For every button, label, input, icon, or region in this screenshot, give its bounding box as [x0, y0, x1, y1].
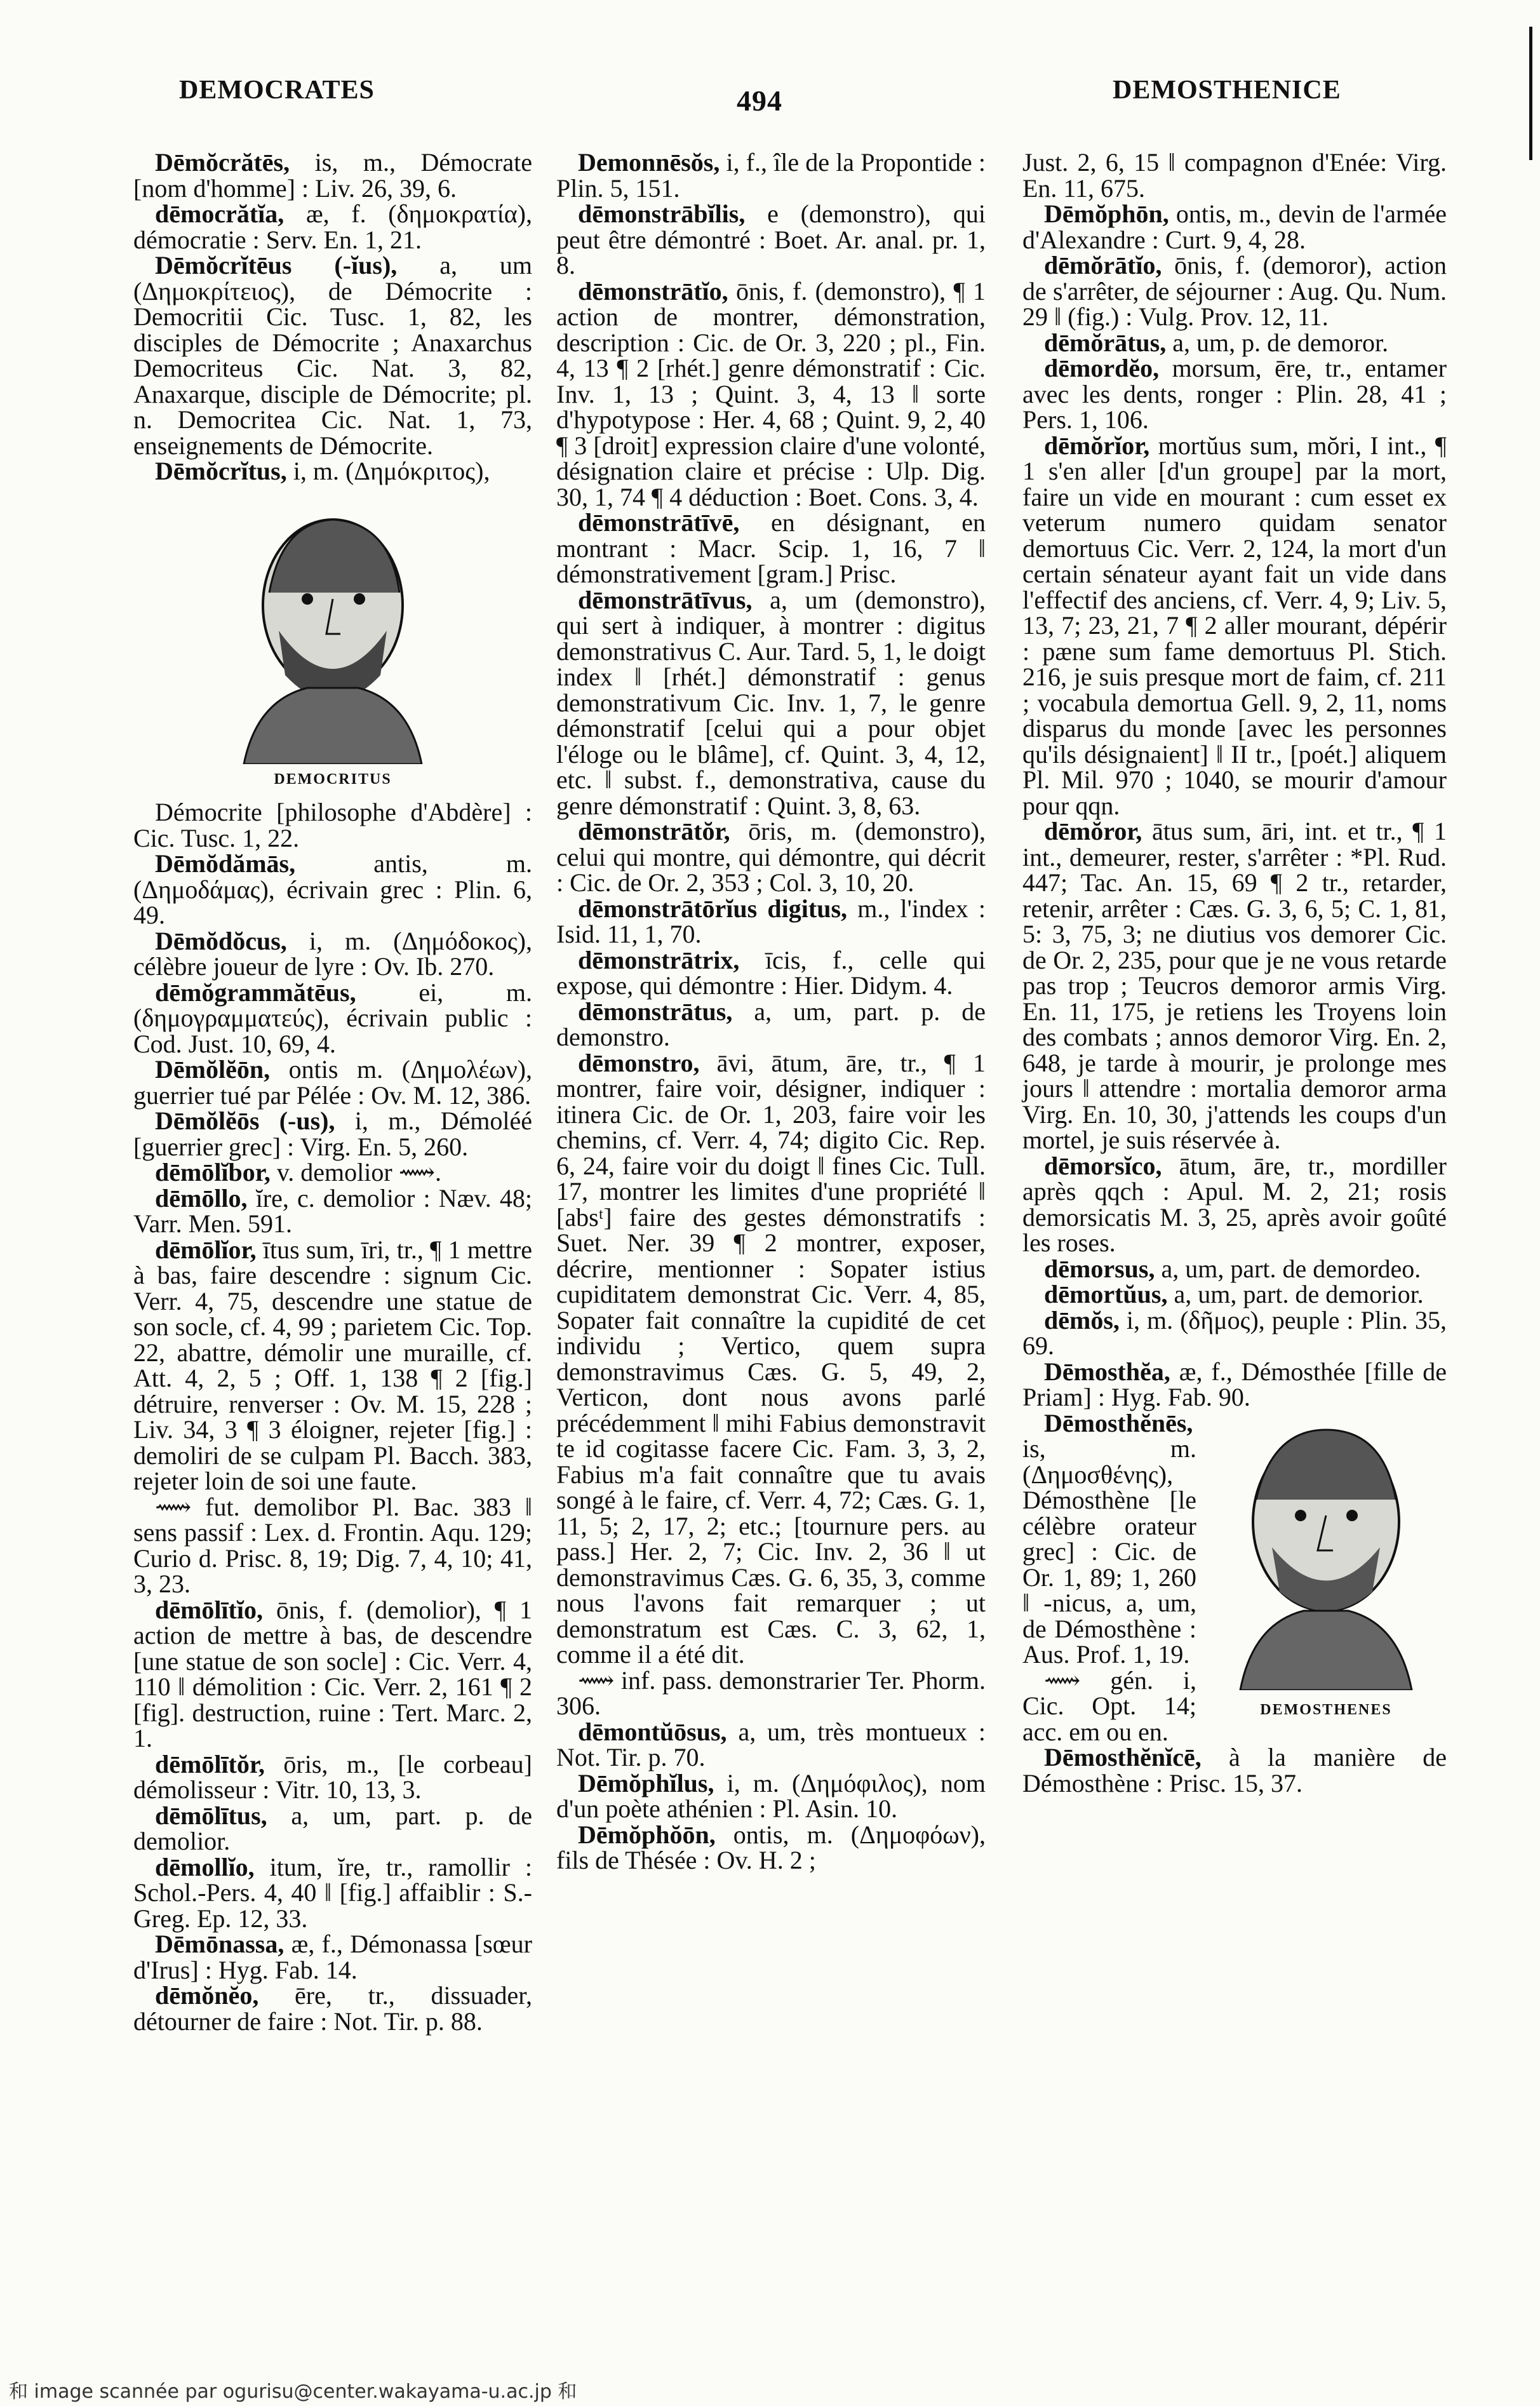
dictionary-entry — [1022, 819, 1447, 1153]
entry-headword: dēmŏrātĭo, — [1044, 251, 1162, 279]
bust-illustration — [1209, 1411, 1443, 1690]
dictionary-entry — [133, 980, 532, 1058]
dictionary-entry — [556, 510, 986, 588]
dictionary-entry — [1022, 330, 1447, 356]
dictionary-entry — [133, 1983, 532, 2034]
dictionary-entry — [133, 253, 532, 459]
entry-definition: morsum, ēre, tr., entamer avec les dents, ronger : Plin. 28, 41 ; Pers. 1, 106. — [1022, 354, 1447, 434]
entry-definition: itum, ĭre, tr., ramollir : Schol.-Pers. 4, 40 ‖ [fig.] affaiblir : S.-Greg. Ep. 12, 33. — [133, 1852, 532, 1933]
entry-headword: dēmortŭus, — [1044, 1280, 1168, 1308]
dictionary-entry — [556, 276, 986, 511]
entry-headword: Dēmŏphŏōn, — [578, 1820, 716, 1849]
bust-illustration — [218, 497, 447, 764]
entry-headword: Dēmŏcrĭtus, — [155, 457, 287, 485]
entry-definition: æ, f., Démonassa [sœur d'Irus] : Hyg. Fab. 14. — [133, 1930, 532, 1984]
dictionary-entry — [133, 926, 532, 981]
running-head-right: DEMOSTHENICE — [1113, 76, 1341, 105]
entry-headword: dēmŏrĭor, — [1044, 431, 1150, 460]
entry-definition: āvi, ātum, āre, tr., ¶ 1 montrer, faire voir, désigner, indiquer : itinera Cic. de Or. 1, 203, faire voir les chemins, cf. Verr. 4, 74; digito Cic. Rep. 6, 24, faire voir du doigt ‖ fines Cic. Tull. 17, montrer les limites d'une propriété ‖ [absᵗ] faire des gestes démonstratifs : Suet. Ner. 39 ¶ 2 montrer, exposer, décrire, mentionner : Sopater istius cupiditatem demonstrat Cic. Verr. 4, 85, Sopater fait connaître la cupidité de cet individu ; Vertico, quem supra demonstravimus Cæs. G. 5, 49, 2, Verticon, dont nous avons parlé précédemment ‖ mihi Fabius demonstravit te id cogitasse facere Cic. Fam. 3, 3, 2, Fabius m'a fait connaître que tu avais songé à le faire, cf. Verr. 4, 72; Cæs. G. 1, 11, 5; 2, 17, 2; etc.; [tournure pers. au pass.] Her. 2, 7; Cic. Inv. 2, 36 ‖ ut demonstravimus Cæs. G. 6, 35, 3, comme nous l'avons fait remarquer ; ut demonstratum est Cæs. C. 3, 62, 1, comme il a été dit. — [556, 1048, 986, 1669]
column-middle — [556, 150, 986, 1874]
entry-definition: a, um, part. p. de demonstro. — [556, 997, 986, 1051]
entry-headword: Dēmosthĕnēs, — [1044, 1408, 1193, 1437]
dictionary-entry — [1022, 1282, 1447, 1308]
entry-definition: a, um (demonstro), qui sert à indiquer, à montrer : digitus demonstrativus C. Aur. Tard. 5, 1, le doigt index ‖ [rhét.] démonstratif : genus demonstrativum Cic. Inv. 1, 7, le genre démonstratif [celui qui a pour objet l'éloge ou le blâme], cf. Quint. 3, 4, 12, etc. ‖ subst. f., demonstrativa, cause du genre démonstratif : Quint. 3, 8, 63. — [556, 585, 986, 820]
entry-definition: en désignant, en montrant : Macr. Scip. 1, 16, 7 ‖ démonstrativement [gram.] Prisc. — [556, 508, 986, 588]
entry-definition: ⟿ fut. demolibor Pl. Bac. 383 ‖ sens passif : Lex. d. Frontin. Aqu. 129; Curio d. Prisc. 8, 19; Dig. 7, 4, 10; 41, 3, 23. — [133, 1492, 532, 1598]
dictionary-entry — [1022, 433, 1447, 819]
entry-definition: i, m. (Δημόφιλος), nom d'un poète athénien : Pl. Asin. 10. — [556, 1768, 986, 1823]
entry-definition: i, m. (Δημόδοκος), célèbre joueur de lyre : Ov. Ib. 270. — [133, 926, 532, 981]
entry-definition: antis, m. (Δημοδάμας), écrivain grec : Plin. 6, 49. — [133, 849, 532, 929]
entry-definition: i, m. (Δημόκριτος), — [286, 457, 490, 485]
entry-headword: Dēmŏphĭlus, — [578, 1768, 714, 1798]
dictionary-entry — [556, 819, 986, 896]
dictionary-entry — [133, 1108, 532, 1160]
page-number: 494 — [737, 84, 782, 117]
entry-headword: dēmŏror, — [1044, 817, 1142, 845]
dictionary-entry — [133, 1183, 532, 1238]
entry-definition: Just. 2, 6, 15 ‖ compagnon d'Enée: Virg. En. 11, 675. — [1022, 148, 1447, 203]
entry-definition: is, m., Démocrate [nom d'homme] : Liv. 26, 39, 6. — [133, 148, 532, 203]
entry-definition: ontis m. (Δημολέων), guerrier tué par Pélée : Ov. M. 12, 386. — [133, 1055, 532, 1110]
dictionary-entry — [1022, 1305, 1447, 1360]
entry-definition: ōnis, f. (demonstro), ¶ 1 action de montrer, démonstration, description : Cic. de Or. 3, 220 ; pl., Fin. 4, 13 ¶ 2 [rhét.] genre démonstratif : Cic. Inv. 1, 13 ; Quint. 3, 4, 13 ‖ sorte d'hypotypose : Her. 4, 68 ; Quint. 9, 2, 40 ¶ 3 [droit] expression claire d'une volonté, désignation claire et précise : Ulp. Dig. 30, 1, 74 ¶ 4 déduction : Boet. Cons. 3, 4. — [556, 276, 986, 511]
entry-definition: a, um, p. de demoror. — [1166, 328, 1389, 357]
dictionary-entry — [133, 201, 532, 253]
dictionary-entry — [133, 459, 532, 485]
margin-rule — [1529, 27, 1532, 160]
dictionary-entry — [1022, 1359, 1447, 1411]
dictionary-entry — [133, 1597, 532, 1752]
entry-headword: dēmŏgrammătēus, — [155, 978, 356, 1007]
entry-definition: ātum, āre, tr., mordiller après qqch : Apul. M. 2, 21; rosis demorsicatis M. 3, 25, après avoir goûté les roses. — [1022, 1151, 1447, 1257]
entry-definition: v. demolior ⟿. — [270, 1158, 442, 1186]
entry-definition: ītus sum, īri, tr., ¶ 1 mettre à bas, faire descendre : signum Cic. Verr. 4, 75, descendre une statue de son socle, cf. 4, 99 ; parietem Cic. Top. 22, abattre, démolir une muraille, cf. Att. 4, 2, 5 ; Off. 1, 138 ¶ 2 [fig.] détruire, renverser : Ov. M. 15, 228 ; Liv. 34, 3 ¶ 3 éloigner, rejeter [fig.] : demoliri de se culpam Pl. Bacch. 383, rejeter loin de soi une faute. — [133, 1235, 532, 1495]
entry-definition: a, um, part. de demordeo. — [1155, 1254, 1421, 1283]
entry-headword: Dēmŏlĕōn, — [155, 1055, 271, 1084]
entry-headword: dēmōlĭor, — [155, 1235, 257, 1264]
entry-headword: Dēmŏcrătēs, — [155, 148, 290, 177]
scan-credit: 和 image scannée par ogurisu@center.wakayama-u.ac.jp 和 — [9, 2381, 577, 2403]
entry-headword: dēmŏs, — [1044, 1305, 1120, 1334]
entry-headword: dēmonstrātus, — [578, 997, 733, 1026]
dictionary-entry — [1022, 253, 1447, 330]
dictionary-entry — [1022, 1745, 1447, 1796]
entry-definition: m., l'index : Isid. 11, 1, 70. — [556, 894, 986, 948]
entry-definition: īcis, f., celle qui expose, qui démontre : Hier. Didym. 4. — [556, 945, 986, 1000]
entry-headword: Dēmŏdămās, — [155, 849, 296, 878]
entry-definition: Démocrite [philosophe d'Abdère] : Cic. Tusc. 1, 22. — [133, 798, 532, 852]
entry-headword: dēmonstrātīvē, — [578, 508, 740, 537]
column-right — [1022, 150, 1447, 1796]
dictionary-entry — [133, 1749, 532, 1804]
entry-definition: mortŭus sum, mŏri, I int., ¶ 1 s'en aller [d'un groupe] par la mort, faire un vide en mourant : cum esset ex veterum numero quidam senator demortuus Cic. Verr. 2, 124, la mort d'un certain sénateur ayant fait un vide dans l'effectif des anciens, cf. Verr. 4, 9; Liv. 5, 13, 7; 23, 21, 7 ¶ 2 aller mourant, dépérir : pæne sum fame demortuus Pl. Stich. 216, je suis presque mort de faim, cf. 211 ; vocabula demortua Gell. 9, 2, 11, noms disparus du monde [avec les personnes qu'ils désignaient] ‖ II tr., [poét.] aliquem Pl. Mil. 970 ; 1040, se mourir d'amour pour qqn. — [1022, 431, 1447, 820]
figure-caption: DEMOCRITUS — [274, 770, 392, 788]
figure-caption: DEMOSTHENES — [1260, 1702, 1392, 1718]
dictionary-entry — [133, 800, 532, 851]
column-left — [133, 150, 532, 2034]
dictionary-entry — [133, 1160, 532, 1186]
entry-definition: ⟿ inf. pass. demonstrarier Ter. Phorm. 306. — [556, 1665, 986, 1720]
entry-headword: dēmonstrātīvus, — [578, 585, 753, 614]
entry-headword: Dēmŏlĕōs (-us), — [155, 1106, 335, 1135]
dictionary-entry — [133, 1803, 532, 1855]
entry-definition: ōnis, f. (demoror), action de s'arrêter, de séjourner : Aug. Qu. Num. 29 ‖ (fig.) : Vulg. Prov. 12, 11. — [1022, 251, 1447, 331]
entry-headword: dēmōllo, — [155, 1183, 248, 1213]
entry-definition: a, um, part. de demorior. — [1167, 1280, 1424, 1308]
dictionary-entry — [556, 1768, 986, 1823]
entry-headword: dēmōlītŏr, — [155, 1749, 265, 1778]
demosthenes-portrait — [1205, 1411, 1447, 1723]
entry-headword: dēmonstrātōrĭus digitus, — [578, 894, 848, 923]
entry-definition: à la manière de Démosthène : Prisc. 15, 37. — [1022, 1743, 1447, 1798]
dictionary-entry — [1022, 356, 1447, 433]
entry-definition: i, f., île de la Propontide : Plin. 5, 151. — [556, 148, 986, 203]
entry-headword: dēmollĭo, — [155, 1852, 255, 1881]
entry-headword: dēmōlītus, — [155, 1801, 267, 1830]
entry-definition: i, m. (δῆμος), peuple : Plin. 35, 69. — [1022, 1305, 1447, 1360]
running-head-left: DEMOCRATES — [179, 76, 375, 105]
entry-definition: ōnis, f. (demolior), ¶ 1 action de mettre à bas, de descendre [une statue de son socle] : Cic. Verr. 4, 110 ‖ démolition : Cic. Verr. 2, 161 ¶ 2 [fig]. destruction, ruine : Tert. Marc. 2, 1. — [133, 1595, 532, 1752]
entry-definition: ⟿ gén. i, Cic. Opt. 14; acc. em ou en. — [1022, 1665, 1196, 1746]
dictionary-entry — [556, 945, 986, 1000]
dictionary-entry — [1022, 1153, 1447, 1256]
entry-headword: dēmonstrābĭlis, — [578, 199, 746, 228]
entry-definition: a, um, très montueux : Not. Tir. p. 70. — [556, 1717, 986, 1771]
entry-definition: ĭre, c. demolior : Næv. 48; Varr. Men. 591. — [133, 1183, 532, 1238]
entry-headword: dēmonstrātrix, — [578, 945, 740, 974]
dictionary-entry — [1022, 150, 1447, 201]
entry-headword: dēmŏrātus, — [1044, 328, 1167, 357]
dictionary-entry — [133, 1932, 532, 1983]
dictionary-entry — [556, 1822, 986, 1874]
entry-headword: dēmontŭōsus, — [578, 1717, 727, 1746]
dictionary-entry — [556, 201, 986, 279]
dictionary-entry — [556, 585, 986, 820]
dictionary-entry — [133, 1237, 532, 1495]
dictionary-entry — [133, 1057, 532, 1108]
entry-definition: ei, m. (δημογραμματεύς), écrivain public : Cod. Just. 10, 69, 4. — [133, 978, 532, 1058]
entry-headword: dēmorsus, — [1044, 1254, 1155, 1283]
entry-headword: Demonnēsŏs, — [578, 148, 720, 177]
dictionary-entry — [1022, 201, 1447, 253]
entry-definition: ātus sum, āri, int. et tr., ¶ 1 int., demeurer, rester, s'arrêter : *Pl. Rud. 447; Tac. An. 15, 69 ¶ 2 tr., retarder, retenir, arrêter : Cæs. G. 3, 6, 5; C. 1, 81, 5: 3, 75, 3; ne diutius vos demorer Cic. de Or. 2, 235, pour que je ne vous retarde pas trop ; Teucros demoror armis Virg. En. 11, 175, je retiens les Troyens loin des combats ; annos demoror Virg. En. 2, 648, je tarde à mourir, je prolonge mes jours ‖ attendre : mortalia demoror arma Virg. En. 10, 30, j'attends les coups d'un mortel, je suis réservée à. — [1022, 817, 1447, 1154]
entry-definition: i, m., Démoléé [guerrier grec] : Virg. En. 5, 260. — [133, 1106, 532, 1161]
entry-definition: æ, f. (δημοκρατία), démocratie : Serv. En. 1, 21. — [133, 199, 532, 254]
entry-headword: dēmōlĭbor, — [155, 1158, 271, 1186]
entry-headword: Dēmŏdŏcus, — [155, 926, 287, 955]
dictionary-entry — [556, 896, 986, 948]
entry-definition: a, um, part. p. de demolior. — [133, 1801, 532, 1855]
entry-headword: dēmŏnĕo, — [155, 1981, 259, 2010]
entry-headword: dēmocrătĭa, — [155, 199, 285, 228]
entry-headword: Dēmosthĕnĭcē, — [1044, 1743, 1202, 1771]
dictionary-entry — [556, 999, 986, 1051]
entry-definition: ōris, m., [le corbeau] démolisseur : Vitr. 10, 13, 3. — [133, 1749, 532, 1804]
entry-headword: Dēmŏphōn, — [1044, 199, 1169, 228]
entry-headword: dēmorsĭco, — [1044, 1151, 1162, 1180]
entry-definition: æ, f., Démosthée [fille de Priam] : Hyg. Fab. 90. — [1022, 1357, 1447, 1411]
entry-definition: a, um (Δημοκρίτειος), de Démocrite : Democritii Cic. Tusc. 1, 82, les disciples de Démocrite ; Anaxarchus Democriteus Cic. Nat. 3, 82, Anaxarque, disciple de Démocrite; pl. n. Democritea Cic. Nat. 1, 73, enseignements de Démocrite. — [133, 251, 532, 460]
entry-definition: ontis, m. (Δημοφόων), fils de Thésée : Ov. H. 2 ; — [556, 1820, 986, 1874]
entry-headword: dēmonstrātĭo, — [578, 276, 728, 306]
entry-headword: Dēmŏcrĭtēus (-ĭus), — [155, 251, 398, 279]
dictionary-entry — [556, 150, 986, 201]
dictionary-entry — [556, 1048, 986, 1669]
entry-definition: ōris, m. (demonstro), celui qui montre, qui démontre, qui décrit : Cic. de Or. 2, 353 ; Col. 3, 10, 20. — [556, 817, 986, 897]
dictionary-entry — [133, 150, 532, 201]
entry-headword: Dēmōnassa, — [155, 1930, 285, 1958]
dictionary-entry — [133, 1492, 532, 1598]
dictionary-entry — [556, 1719, 986, 1771]
entry-headword: Dēmosthĕa, — [1044, 1357, 1170, 1386]
entry-headword: dēmōlītĭo, — [155, 1595, 263, 1624]
dictionary-entry — [133, 851, 532, 929]
dictionary-entry — [556, 1665, 986, 1720]
dictionary-entry — [1022, 1256, 1447, 1282]
entry-definition: e (demonstro), qui peut être démontré : Boet. Ar. anal. pr. 1, 8. — [556, 199, 986, 279]
democritus-portrait — [133, 497, 532, 793]
entry-headword: dēmordĕo, — [1044, 354, 1160, 382]
entry-headword: dēmonstrātŏr, — [578, 817, 730, 845]
entry-definition: ēre, tr., dissuader, détourner de faire : Not. Tir. p. 88. — [133, 1981, 532, 2036]
dictionary-entry — [133, 1852, 532, 1933]
entry-headword: dēmonstro, — [578, 1048, 700, 1077]
entry-definition: ontis, m., devin de l'armée d'Alexandre : Curt. 9, 4, 28. — [1022, 199, 1447, 254]
entry-definition: is, m. (Δημοσθένης), Démosthène [le célèbre orateur grec] : Cic. de Or. 1, 89; 1, 260 ‖ -nicus, a, um, de Démosthène : Aus. Prof. 1, 19. — [1022, 1434, 1196, 1669]
